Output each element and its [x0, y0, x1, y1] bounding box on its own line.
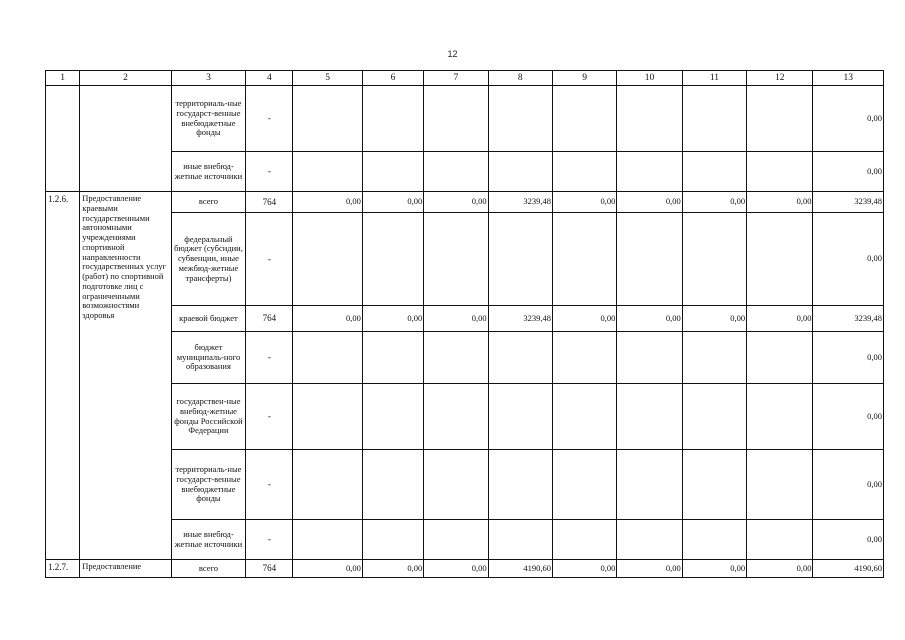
value-cell: 0,00	[617, 306, 682, 332]
item-number-cell	[46, 86, 80, 192]
table-row	[46, 520, 884, 560]
value-cell: 0,00	[617, 192, 682, 213]
value-cell: 0,00	[293, 192, 362, 213]
column-header: 5	[293, 71, 362, 86]
value-cell: 0,00	[293, 560, 362, 578]
total-cell: 0,00	[813, 520, 884, 560]
item-description-cell	[80, 86, 172, 192]
table-row	[46, 306, 884, 332]
item-description-cell: Предоставление	[80, 560, 172, 578]
table-row	[46, 213, 884, 306]
table-row	[46, 384, 884, 450]
code-cell: -	[246, 384, 293, 450]
column-header: 12	[747, 71, 813, 86]
total-cell: 0,00	[813, 86, 884, 152]
code-cell: 764	[246, 192, 293, 213]
total-cell: 4190,60	[813, 560, 884, 578]
code-cell: -	[246, 332, 293, 384]
funding-source-cell: всего	[171, 560, 245, 578]
table-header-row	[46, 71, 884, 86]
column-header: 9	[552, 71, 616, 86]
value-cell: 0,00	[293, 306, 362, 332]
funding-source-cell: всего	[171, 192, 245, 213]
total-cell: 0,00	[813, 152, 884, 192]
item-number-cell: 1.2.7.	[46, 560, 80, 578]
funding-source-cell: государствен-ные внебюд-жетные фонды Российской Федерации	[171, 384, 245, 450]
code-cell: -	[246, 450, 293, 520]
value-cell: 0,00	[552, 560, 616, 578]
column-header: 4	[246, 71, 293, 86]
column-header: 10	[617, 71, 682, 86]
column-header: 8	[488, 71, 552, 86]
value-cell: 0,00	[747, 560, 813, 578]
table-row	[46, 450, 884, 520]
column-header: 3	[171, 71, 245, 86]
total-cell: 0,00	[813, 450, 884, 520]
value-cell: 0,00	[747, 192, 813, 213]
value-cell: 0,00	[682, 306, 746, 332]
code-cell: -	[246, 152, 293, 192]
code-cell: 764	[246, 306, 293, 332]
value-cell: 3239,48	[488, 306, 552, 332]
column-header: 1	[46, 71, 80, 86]
funding-source-cell: территориаль-ные государст-венные внебюджетные фонды	[171, 450, 245, 520]
table-row	[46, 560, 884, 578]
table-row	[46, 86, 884, 152]
column-header: 11	[682, 71, 746, 86]
value-cell: 0,00	[747, 306, 813, 332]
page-number: 12	[447, 49, 458, 59]
value-cell: 0,00	[424, 192, 488, 213]
total-cell: 0,00	[813, 332, 884, 384]
value-cell: 0,00	[362, 192, 423, 213]
funding-source-cell: бюджет муниципаль-ного образования	[171, 332, 245, 384]
total-cell: 0,00	[813, 213, 884, 306]
table-row	[46, 192, 884, 213]
funding-source-cell: краевой бюджет	[171, 306, 245, 332]
column-header: 13	[813, 71, 884, 86]
code-cell: -	[246, 213, 293, 306]
total-cell: 3239,48	[813, 192, 884, 213]
column-header: 6	[362, 71, 423, 86]
funding-source-cell: территориаль-ные государст-венные внебюджетные фонды	[171, 86, 245, 152]
total-cell: 3239,48	[813, 306, 884, 332]
table-row	[46, 152, 884, 192]
budget-table	[45, 70, 884, 578]
item-description-cell: Предоставление краевыми государственными автономными учреждениями спортивной направленности государственных услуг (работ) по спортивной подготовке лиц с ограниченными возможностями здоровья	[80, 192, 172, 560]
value-cell: 0,00	[617, 560, 682, 578]
value-cell: 0,00	[424, 560, 488, 578]
code-cell: -	[246, 86, 293, 152]
value-cell: 4190,60	[488, 560, 552, 578]
value-cell: 0,00	[362, 560, 423, 578]
funding-source-cell: иные внебюд-жетные источники	[171, 520, 245, 560]
funding-source-cell: иные внебюд-жетные источники	[171, 152, 245, 192]
value-cell: 0,00	[362, 306, 423, 332]
value-cell: 0,00	[552, 192, 616, 213]
value-cell: 0,00	[682, 192, 746, 213]
column-header: 7	[424, 71, 488, 86]
code-cell: -	[246, 520, 293, 560]
value-cell: 3239,48	[488, 192, 552, 213]
value-cell: 0,00	[424, 306, 488, 332]
value-cell: 0,00	[682, 560, 746, 578]
column-header: 2	[80, 71, 172, 86]
code-cell: 764	[246, 560, 293, 578]
total-cell: 0,00	[813, 384, 884, 450]
table-row	[46, 332, 884, 384]
funding-source-cell: федеральный бюджет (субсидии, субвенции, иные межбюд-жетные трансферты)	[171, 213, 245, 306]
value-cell: 0,00	[552, 306, 616, 332]
item-number-cell: 1.2.6.	[46, 192, 80, 560]
